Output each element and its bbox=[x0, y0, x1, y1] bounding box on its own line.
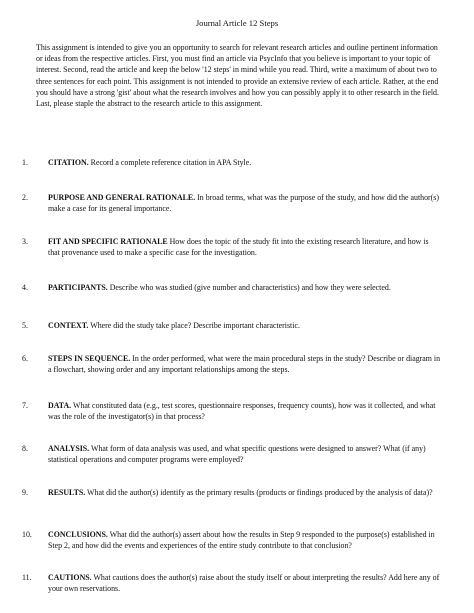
step-item bbox=[22, 320, 442, 331]
step-item bbox=[22, 192, 442, 215]
intro-paragraph: This assignment is intended to give you an opportunity to search for relevant research articles and outline pertinent information or ideas from the respective articles. First, you must find an article via PsycInfo that you believe is important to your topic of interest. Second, read the article and keep the below '12 steps' in mind while you read. Third, write a maximum of about two to three sentences for each point. This assignment is not intended to provide an extensive review of each article. Rather, at the end you should have a strong 'gist' about what the research involves and how you can possibly apply it to other research in the field. Last, please staple the abstract to the research article to this assignment. bbox=[36, 43, 439, 109]
document-title: Journal Article 12 Steps bbox=[195, 18, 279, 28]
step-item bbox=[22, 529, 442, 552]
step-item bbox=[22, 443, 442, 466]
step-text: What did the author(s) assert about how the results in Step 9 responded to the purpose(s) established in Step 2, and how did the events and experiences of the entire study contribute to that conclusion? bbox=[48, 530, 435, 551]
step-number: 5. bbox=[22, 321, 28, 330]
step-text: Describe who was studied (give number and characteristics) and how they were selected. bbox=[107, 283, 391, 292]
step-term: RESULTS. bbox=[48, 488, 86, 497]
step-item bbox=[22, 282, 442, 293]
step-number: 9. bbox=[22, 488, 28, 497]
step-term: CITATION. bbox=[48, 158, 89, 167]
step-term: CONTEXT. bbox=[48, 321, 89, 330]
step-text: What constituted data (e.g., test scores, questionnaire responses, frequency counts), how was it collected, and what was the role of the investigator(s) in that process? bbox=[48, 401, 436, 422]
step-number: 6. bbox=[22, 354, 28, 363]
step-number: 11. bbox=[22, 573, 32, 582]
step-text: In the order performed, what were the main procedural steps in the study? Describe or diagram in a flowchart, showing order and any important relationships among the steps. bbox=[48, 354, 441, 375]
step-text: Where did the study take place? Describe important characteristic. bbox=[88, 321, 300, 330]
step-term: ANALYSIS. bbox=[48, 444, 90, 453]
step-number: 8. bbox=[22, 444, 28, 453]
step-item bbox=[22, 400, 442, 423]
step-term: CAUTIONS. bbox=[48, 573, 92, 582]
step-item bbox=[22, 236, 442, 259]
step-text: In broad terms, what was the purpose of the study, and how did the author(s) make a case for its general importance. bbox=[48, 193, 439, 214]
step-item bbox=[22, 157, 442, 168]
step-text: How does the topic of the study fit into the existing research literature, and how is that provenance used to make a specific case for the investigation. bbox=[48, 237, 429, 258]
step-item bbox=[22, 353, 442, 376]
step-term: FIT AND SPECIFIC RATIONALE bbox=[48, 237, 168, 246]
step-term: PURPOSE AND GENERAL RATIONALE. bbox=[48, 193, 196, 202]
step-item bbox=[22, 487, 442, 498]
step-number: 2. bbox=[22, 193, 28, 202]
step-term: CONCLUSIONS. bbox=[48, 530, 108, 539]
step-text: What cautions does the author(s) raise about the study itself or about interpreting the results? Add here any of your own reservations. bbox=[48, 573, 440, 594]
step-text: What did the author(s) identify as the primary results (products or findings produced by the analysis of data)? bbox=[85, 488, 433, 497]
step-text: Record a complete reference citation in APA Style. bbox=[88, 158, 252, 167]
step-number: 1. bbox=[22, 158, 28, 167]
step-term: PARTICIPANTS. bbox=[48, 283, 108, 292]
step-number: 10. bbox=[22, 530, 32, 539]
step-term: STEPS IN SEQUENCE. bbox=[48, 354, 131, 363]
step-number: 3. bbox=[22, 237, 28, 246]
step-number: 4. bbox=[22, 283, 28, 292]
step-item bbox=[22, 572, 442, 595]
step-term: DATA. bbox=[48, 401, 72, 410]
step-number: 7. bbox=[22, 401, 28, 410]
step-text: What form of data analysis was used, and what specific questions were designed to answer? What (if any) statistical operations and computer programs were employed? bbox=[48, 444, 426, 465]
